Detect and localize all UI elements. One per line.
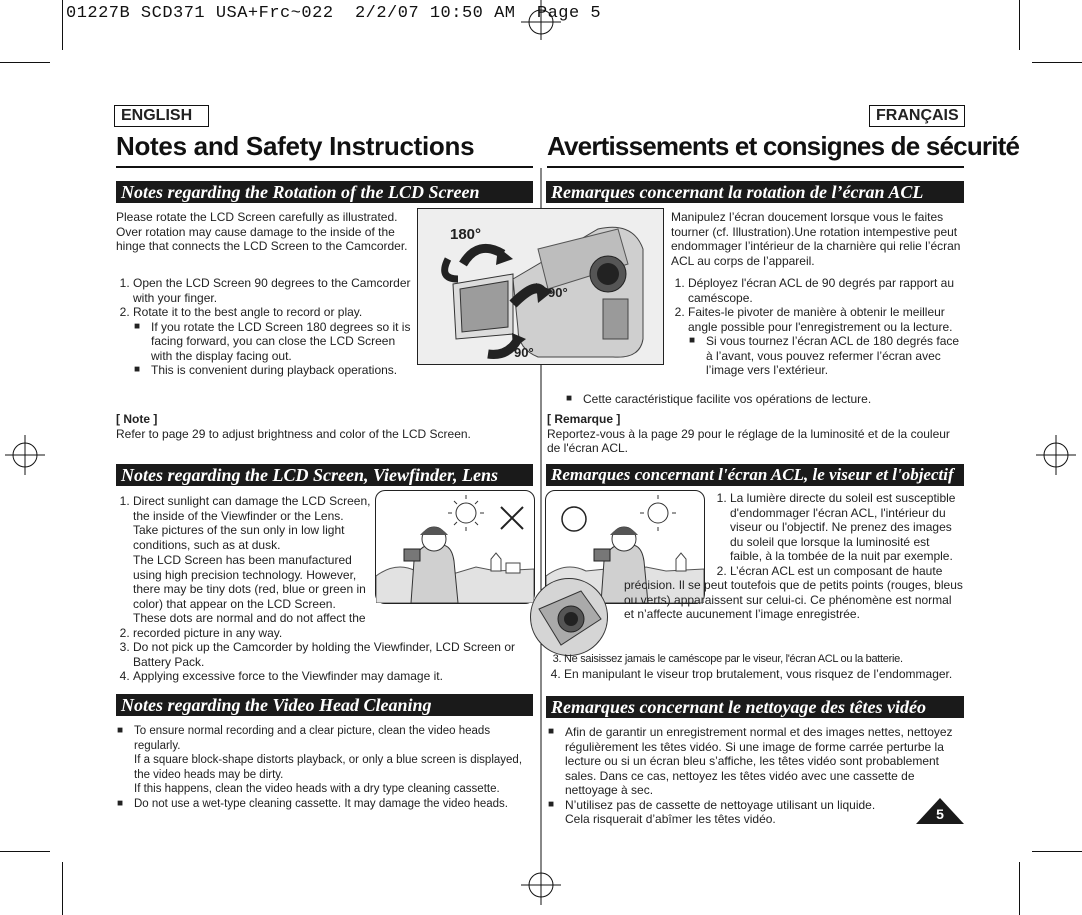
section-heading-cleaning-fr: Remarques concernant le nettoyage des têtes vidéo (546, 696, 964, 718)
rotation-steps-fr (671, 276, 963, 378)
language-label-english: ENGLISH (114, 105, 209, 127)
list-item: ■ If you rotate the LCD Screen 180 degrees so it is facing forward, you can close the LCD Screen with the display facing out. (151, 320, 416, 364)
list-item: 2. Faites-le pivoter de manière à obtenir le meilleur angle possible pour l'enregistrement ou la lecture. ■ Si vous tournez l’écran ACL de 180 degrés face à l’avant, vous pouvez refermer l’écran avec l’image vers l’extérieur. (688, 305, 963, 378)
list-item: 1. Déployez l'écran ACL de 90 degrés par rapport au caméscope. (688, 276, 963, 305)
sun-scene (376, 491, 534, 603)
cleaning-bullets-en (116, 724, 536, 811)
page-title-english: Notes and Safety Instructions (116, 131, 475, 161)
page-number: 5 (936, 806, 944, 822)
viewfinder-closeup (530, 578, 608, 656)
list-item: 2. L’écran ACL est un composant de haute précision. Il se peut toutefois que de petits points (rouges, bleus ou verts) apparaissent sur celui-ci. Ce phénomène est normal et n’affecte aucunement l’image enregistrée. (730, 564, 963, 622)
list-item: ■ This is convenient during playback operations. (151, 363, 416, 378)
note-en: [ Note ] Refer to page 29 to adjust brightness and color of the LCD Screen. (116, 412, 471, 441)
section-heading-lcd-en: Notes regarding the LCD Screen, Viewfinder, Lens (116, 464, 533, 486)
list-item: 2. Rotate it to the best angle to record or play. ■ If you rotate the LCD Screen 180 degrees so it is facing forward, you can close the LCD Screen with the display facing out. ■ This is convenient during playback operations. (133, 305, 416, 378)
list-item: 1. La lumière directe du soleil est susceptible d'endommager l'écran ACL, l'intérieur du viseur ou l'objectif. Ne prenez des images du soleil que lorsque la luminosité est faible, à la tombée de la nuit par exemple. (730, 491, 963, 564)
list-item: 2. The LCD Screen has been manufactured using high precision technology. However, there may be tiny dots (red, blue or green in color) that appear on the LCD Screen. These dots are normal and do not affect the recorded picture in any way. (133, 553, 534, 640)
list-item: 3. Do not pick up the Camcorder by holding the Viewfinder, LCD Screen or Battery Pack. (133, 640, 534, 669)
note-fr: [ Remarque ] Reportez-vous à la page 29 pour le réglage de la luminosité et de la couleur de l'écran ACL. (547, 412, 950, 455)
sun-warning-illustration (375, 490, 535, 604)
list-item: ■ N’utilisez pas de cassette de nettoyage utilisant un liquide. Cela risquerait d’abîmer les têtes vidéo. (565, 798, 963, 827)
page-number-badge (916, 796, 964, 826)
lcd-items-en-top (116, 494, 371, 552)
print-slug: 01227B SCD371 USA+Frc~022 2/2/07 10:50 AM Page 5 (66, 4, 602, 23)
list-item: ■ To ensure normal recording and a clear picture, clean the video heads regularly. If a square block-shape distorts playback, or only a blue screen is displayed, the video heads may be dirty. If this happens, clean the video heads with a dry type cleaning cassette. (134, 724, 536, 797)
list-item: 1. Direct sunlight can damage the LCD Screen, the inside of the Viewfinder or the Lens. Take pictures of the sun only in low light conditions, such as at dusk. (133, 494, 371, 552)
title-rule (547, 166, 964, 168)
lcd-items-fr (547, 652, 963, 681)
section-heading-lcd-fr: Remarques concernant l'écran ACL, le viseur et l'objectif (546, 464, 964, 486)
list-item: 1. Open the LCD Screen 90 degrees to the Camcorder with your finger. (133, 276, 416, 305)
lcd-items-fr-top (624, 491, 963, 622)
list-item: 4. En manipulant le viseur trop brutalement, vous risquez de l’endommager. (564, 667, 963, 682)
list-item: ■ Si vous tournez l’écran ACL de 180 degrés face à l’avant, vous pouvez refermer l’écran avec l’image vers l’extérieur. (706, 334, 963, 378)
list-item: ■ Afin de garantir un enregistrement normal et des images nettes, nettoyez régulièrement les têtes vidéo. Si une image de forme carrée perturbe la lecture ou si un écran bleu s’affiche, les têtes vidéo sont probablement sales. Dans ce cas, nettoyez les têtes vidéo avec une cassette de nettoyage à sec. (565, 725, 963, 798)
list-item: 3. Ne saisissez jamais le caméscope par le viseur, l'écran ACL ou la batterie. (564, 652, 963, 667)
list-item: 4. Applying excessive force to the Viewfinder may damage it. (133, 669, 534, 684)
rotation-steps-en (116, 276, 416, 378)
section-heading-rotation-en: Notes regarding the Rotation of the LCD Screen (116, 181, 533, 203)
cleaning-bullets-fr (547, 725, 963, 827)
angle-label-90: 90° (514, 345, 534, 360)
camcorder-illustration (418, 209, 663, 364)
angle-label-180: 180° (450, 226, 482, 243)
camcorder-icon (531, 579, 607, 655)
lcd-rotation-illustration (417, 208, 664, 365)
rotation-intro-en: Please rotate the LCD Screen carefully as illustrated. Over rotation may cause damage to the inside of the hinge that connects the LCD Screen to the Camcorder. (116, 210, 408, 253)
page-title-french: Avertissements et consignes de sécurité (547, 131, 1020, 161)
rotation-bullet-fr (565, 392, 963, 407)
rotation-intro-fr: Manipulez l’écran doucement lorsque vous le faites tourner (cf. Illustration).Une rotation intempestive peut endommager l’intérieur de la charnière qui relie l’écran ACL au corps de l’appareil. (671, 210, 961, 268)
list-item: ■ Cette caractéristique facilite vos opérations de lecture. (583, 392, 963, 407)
language-label-french: FRANÇAIS (869, 105, 965, 127)
section-heading-rotation-fr: Remarques concernant la rotation de l’écran ACL (546, 181, 964, 203)
angle-label-90: 90° (548, 285, 568, 300)
list-item: ■ Do not use a wet-type cleaning cassette. It may damage the video heads. (134, 797, 536, 812)
section-heading-cleaning-en: Notes regarding the Video Head Cleaning (116, 694, 533, 716)
title-rule (116, 166, 533, 168)
